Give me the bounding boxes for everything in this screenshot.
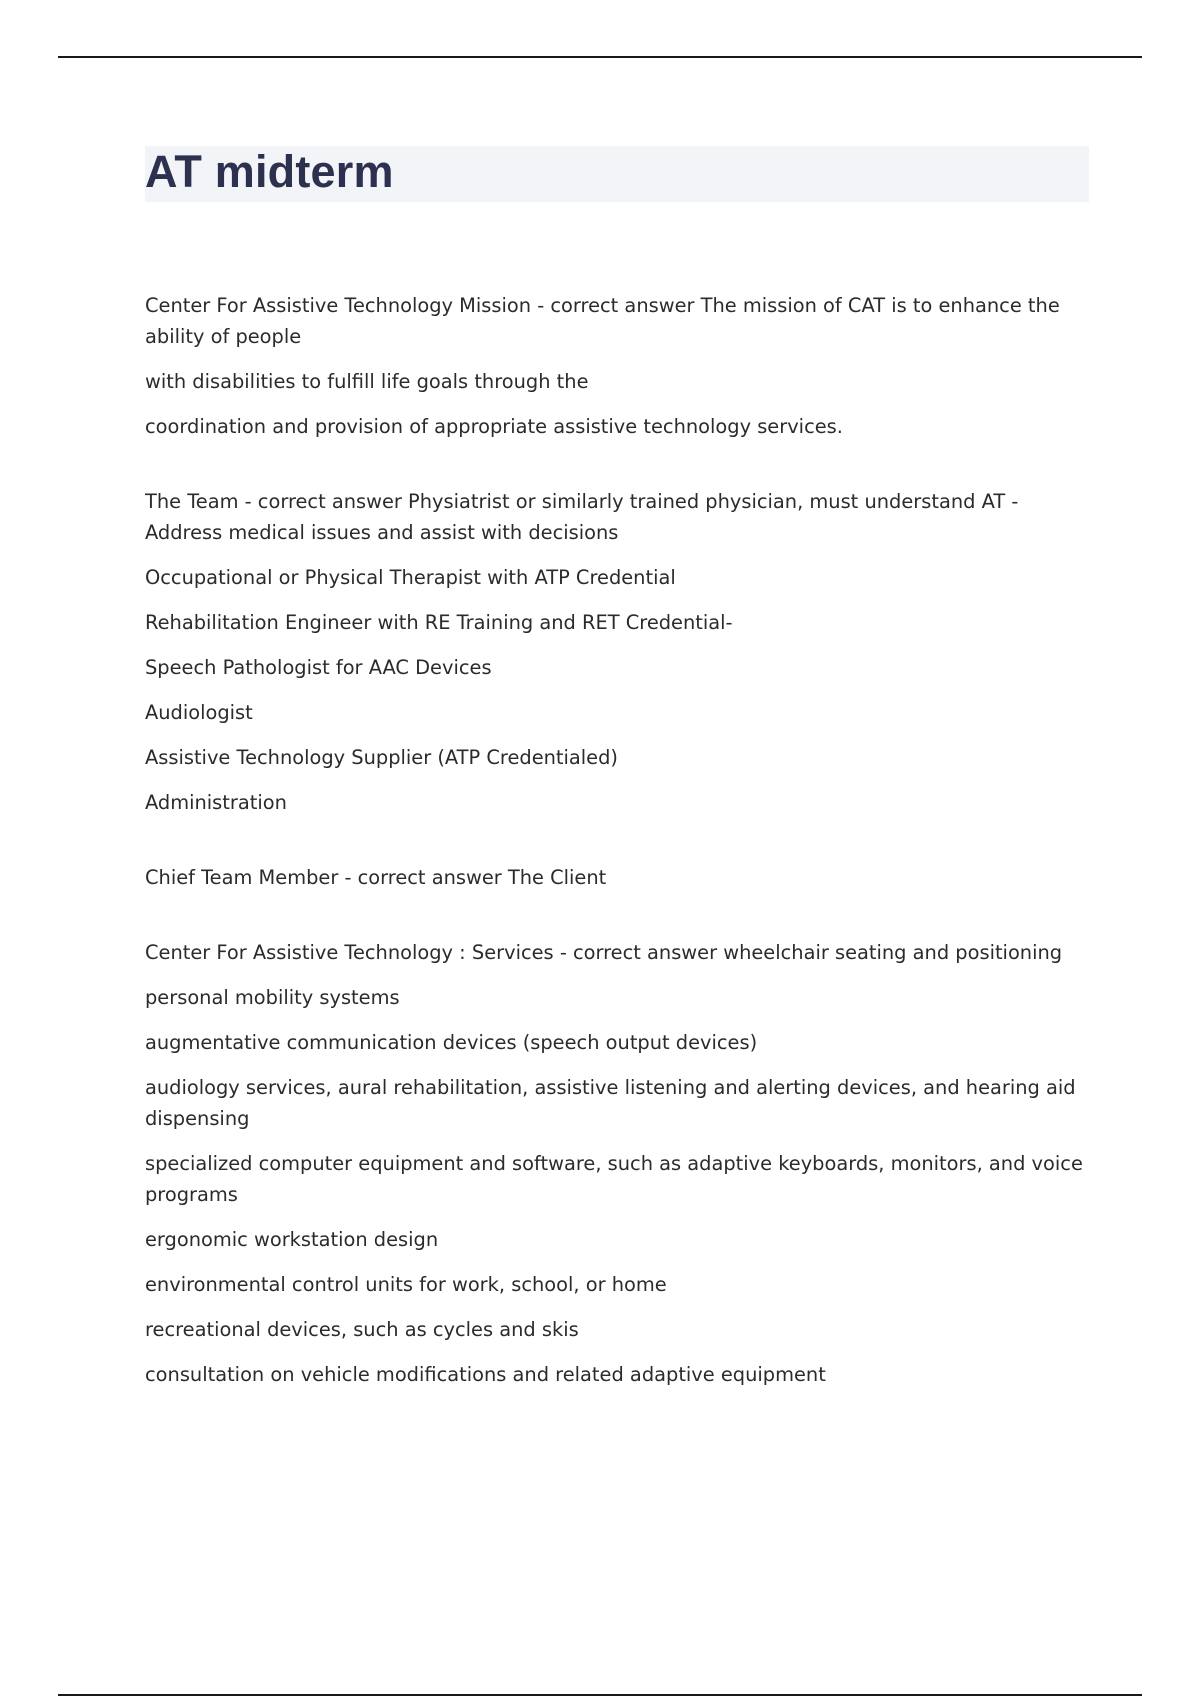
text-line: augmentative communication devices (speech output devices) [145,1031,758,1054]
text-line: personal mobility systems [145,986,400,1009]
text-line: specialized computer equipment and software, such as adaptive keyboards, monitors, and voice programs [145,1152,1083,1206]
text-line: Administration [145,791,287,814]
document-body [145,290,1085,1434]
page-title: AT midterm [145,146,394,197]
text-line: Occupational or Physical Therapist with ATP Credential [145,566,676,589]
qa-block-cat-mission [145,290,1085,442]
qa-block-the-team [145,486,1085,818]
text-line: with disabilities to fulfill life goals through the [145,370,589,393]
qa-block-cat-services [145,937,1085,1390]
top-rule [58,56,1142,58]
qa-block-chief-team-member [145,862,1085,893]
text-line: Speech Pathologist for AAC Devices [145,656,492,679]
bottom-rule [58,1694,1142,1696]
text-line: Assistive Technology Supplier (ATP Credentialed) [145,746,618,769]
text-line: Rehabilitation Engineer with RE Training and RET Credential- [145,611,733,634]
text-line: Audiologist [145,701,253,724]
text-line: recreational devices, such as cycles and skis [145,1318,579,1341]
text-line: ergonomic workstation design [145,1228,439,1251]
text-line: The Team - correct answer Physiatrist or similarly trained physician, must understand AT - Address medical issues and assist with decisions [145,490,1019,544]
text-line: environmental control units for work, school, or home [145,1273,667,1296]
text-line: audiology services, aural rehabilitation, assistive listening and alerting devices, and hearing aid dispensing [145,1076,1076,1130]
text-line: Center For Assistive Technology Mission - correct answer The mission of CAT is to enhance the ability of people [145,294,1060,348]
text-line: Chief Team Member - correct answer The Client [145,866,607,889]
text-line: Center For Assistive Technology : Services - correct answer wheelchair seating and positioning [145,941,1063,964]
text-line: consultation on vehicle modifications and related adaptive equipment [145,1363,826,1386]
text-line: coordination and provision of appropriate assistive technology services. [145,415,843,438]
